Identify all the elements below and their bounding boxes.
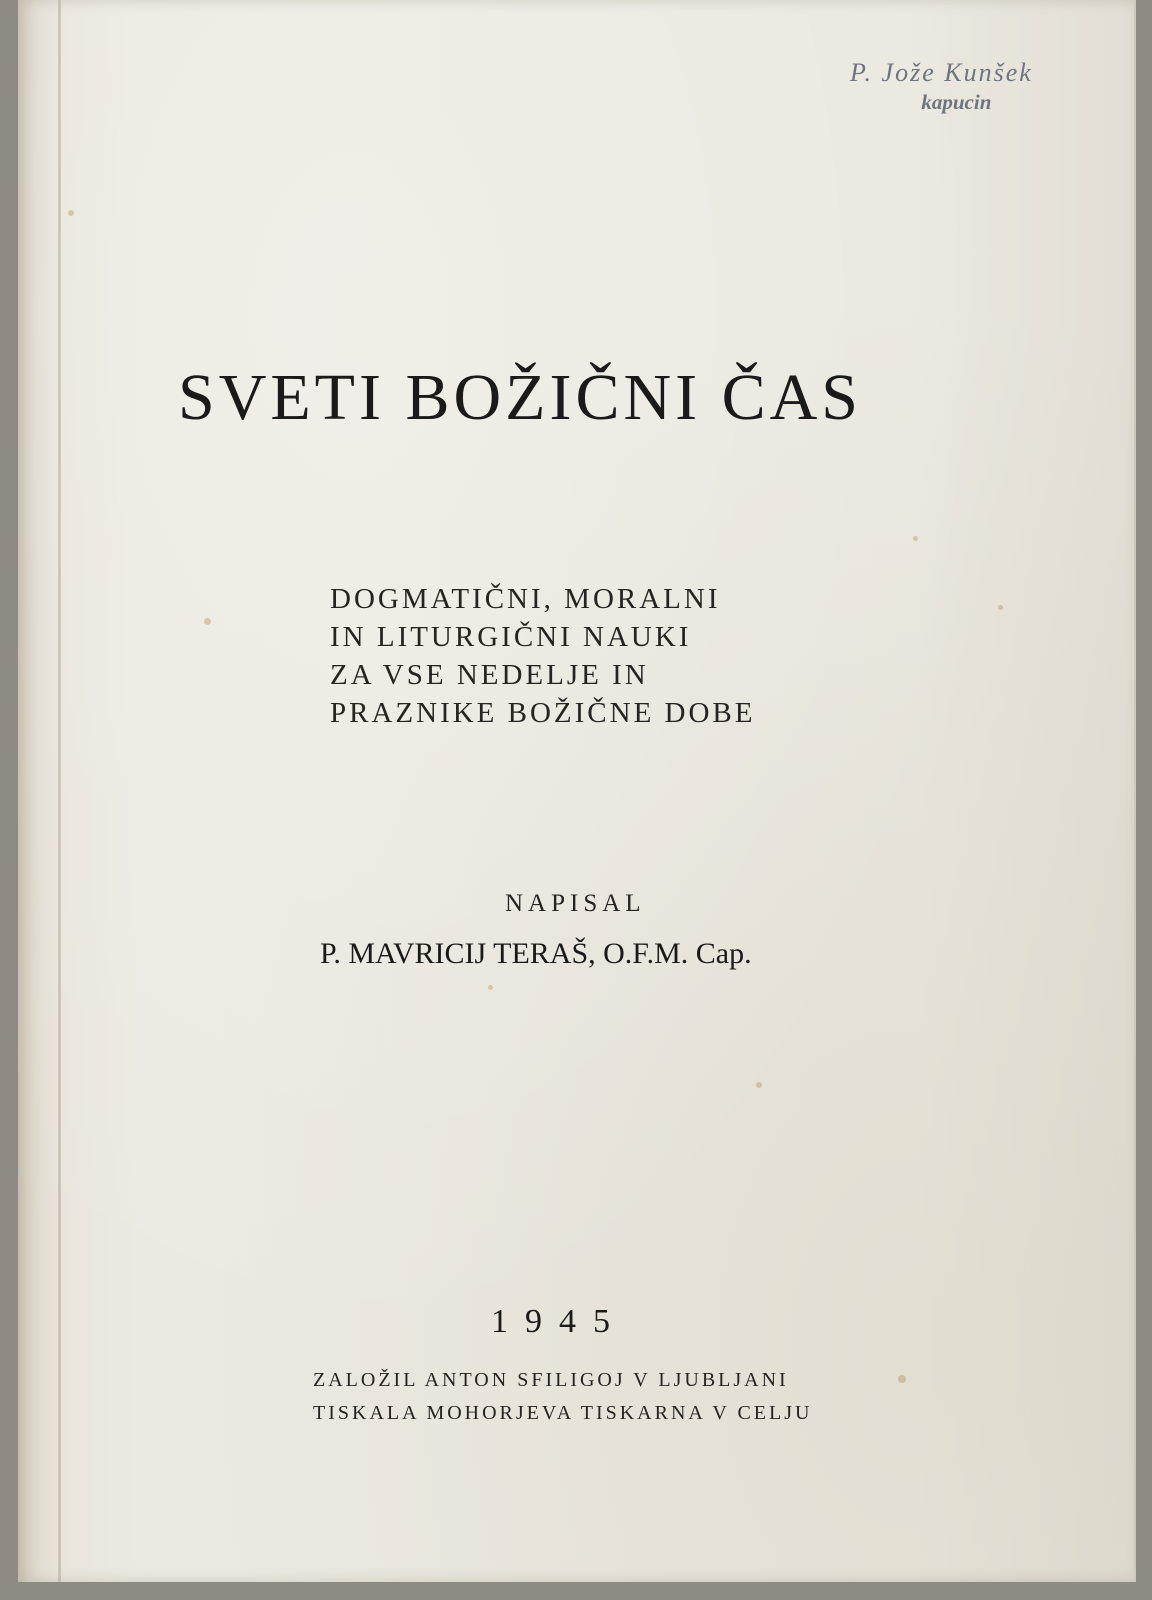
publication-year: 1945 — [491, 1303, 627, 1340]
foxing-spot — [998, 605, 1003, 610]
foxing-spot — [898, 1375, 906, 1383]
subtitle-line: PRAZNIKE BOŽIČNE DOBE — [330, 697, 756, 729]
page-gutter — [58, 0, 61, 1582]
imprint — [313, 1364, 812, 1430]
subtitle-line: DOGMATIČNI, MORALNI — [330, 583, 721, 615]
owner-stamp — [850, 58, 1033, 115]
stamp-name: P. Jože Kunšek — [850, 58, 1033, 87]
subtitle-line: IN LITURGIČNI NAUKI — [330, 621, 692, 653]
book-subtitle — [330, 580, 756, 732]
foxing-spot — [756, 1082, 762, 1088]
foxing-spot — [913, 536, 918, 541]
imprint-line: TISKALA MOHORJEVA TISKARNA V CELJU — [313, 1402, 813, 1424]
foxing-spot — [68, 210, 74, 216]
title-page — [18, 0, 1136, 1582]
stamp-role: kapucin — [921, 90, 992, 114]
foxing-spot — [488, 985, 493, 990]
subtitle-line: ZA VSE NEDELJE IN — [330, 659, 649, 691]
author-name: P. MAVRICIJ TERAŠ, O.F.M. Cap. — [320, 937, 752, 970]
foxing-spot — [204, 618, 211, 625]
author-label: NAPISAL — [505, 890, 646, 917]
imprint-line: ZALOŽIL ANTON SFILIGOJ V LJUBLJANI — [313, 1369, 789, 1391]
book-title: SVETI BOŽIČNI ČAS — [178, 361, 863, 434]
